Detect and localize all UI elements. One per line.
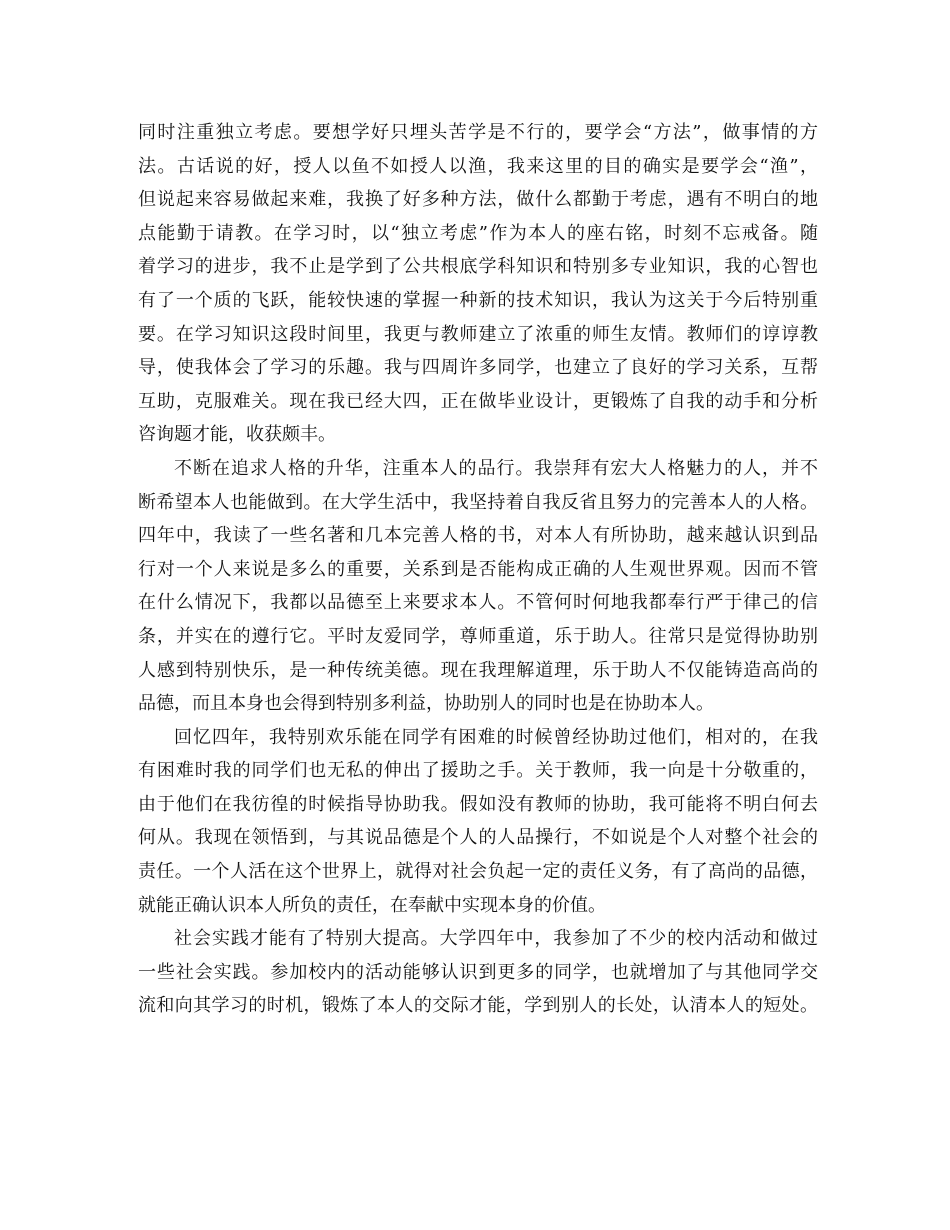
paragraph-1-line-8: 导，使我体会了学习的乐趣。我与四周许多同学，也建立了良好的学习关系，互帮 xyxy=(138,357,818,379)
paragraph-1-line-10: 咨询题才能，收获颇丰。 xyxy=(138,424,336,446)
paragraph-1-line-2: 法。古话说的好，授人以鱼不如授人以渔，我来这里的目的确实是要学会“渔”， xyxy=(138,155,818,177)
paragraph-2-line-1: 不断在追求人格的升华，注重本人的品行。我崇拜有宏大人格魅力的人，并不 xyxy=(174,457,818,479)
paragraph-1-line-3: 但说起来容易做起来难，我换了好多种方法，做什么都勤于考虑，遇有不明白的地 xyxy=(138,189,818,211)
paragraph-2-line-7: 人感到特别快乐，是一种传统美德。现在我理解道理，乐于助人不仅能铸造高尚的 xyxy=(138,659,818,681)
paragraph-3-line-2: 有困难时我的同学们也无私的伸出了援助之手。关于教师，我一向是十分敬重的， xyxy=(138,760,818,782)
paragraph-4-line-1: 社会实践才能有了特别大提高。大学四年中，我参加了不少的校内活动和做过 xyxy=(174,928,818,950)
paragraph-3-line-5: 责任。一个人活在这个世界上，就得对社会负起一定的责任义务，有了高尚的品德， xyxy=(138,861,818,883)
paragraph-3-line-6: 就能正确认识本人所负的责任，在奉献中实现本身的价值。 xyxy=(138,894,606,916)
paragraph-2-line-3: 四年中，我读了一些名著和几本完善人格的书，对本人有所协助，越来越认识到品 xyxy=(138,525,818,547)
paragraph-1-line-4: 点能勤于请教。在学习时，以“独立考虑”作为本人的座右铭，时刻不忘戒备。随 xyxy=(138,222,818,244)
paragraph-1-line-1: 同时注重独立考虑。要想学好只埋头苦学是不行的，要学会“方法”，做事情的方 xyxy=(138,122,818,143)
paragraph-1-line-9: 互助，克服难关。现在我已经大四，正在做毕业设计，更锻炼了自我的动手和分析 xyxy=(138,390,818,412)
paragraph-4-line-2: 一些社会实践。参加校内的活动能够认识到更多的同学，也就增加了与其他同学交 xyxy=(138,961,818,983)
paragraph-2-line-8: 品德，而且本身也会得到特别多利益，协助别人的同时也是在协助本人。 xyxy=(138,693,714,715)
document-body xyxy=(138,116,818,1023)
paragraph-2-line-5: 在什么情况下，我都以品德至上来要求本人。不管何时何地我都奉行严于律己的信 xyxy=(138,592,818,614)
paragraph-1-line-7: 要。在学习知识这段时间里，我更与教师建立了浓重的师生友情。教师们的谆谆教 xyxy=(138,323,818,345)
paragraph-2-line-4: 行对一个人来说是多么的重要，关系到是否能构成正确的人生观世界观。因而不管 xyxy=(138,558,818,580)
paragraph-3-line-3: 由于他们在我彷徨的时候指导协助我。假如没有教师的协助，我可能将不明白何去 xyxy=(138,793,818,815)
paragraph-3-line-4: 何从。我现在领悟到，与其说品德是个人的人品操行，不如说是个人对整个社会的 xyxy=(138,827,818,849)
paragraph-1-line-5: 着学习的进步，我不止是学到了公共根底学科知识和特别多专业知识，我的心智也 xyxy=(138,256,818,278)
paragraph-2-line-6: 条，并实在的遵行它。平时友爱同学，尊师重道，乐于助人。往常只是觉得协助别 xyxy=(138,625,818,647)
paragraph-3-line-1: 回忆四年，我特别欢乐能在同学有困难的时候曾经协助过他们，相对的，在我 xyxy=(174,726,818,748)
paragraph-4-line-3: 流和向其学习的时机，锻炼了本人的交际才能，学到别人的长处，认清本人的短处。 xyxy=(138,995,818,1017)
paragraph-2-line-2: 断希望本人也能做到。在大学生活中，我坚持着自我反省且努力的完善本人的人格。 xyxy=(138,491,818,513)
paragraph-1-line-6: 有了一个质的飞跃，能较快速的掌握一种新的技术知识，我认为这关于今后特别重 xyxy=(138,289,818,311)
